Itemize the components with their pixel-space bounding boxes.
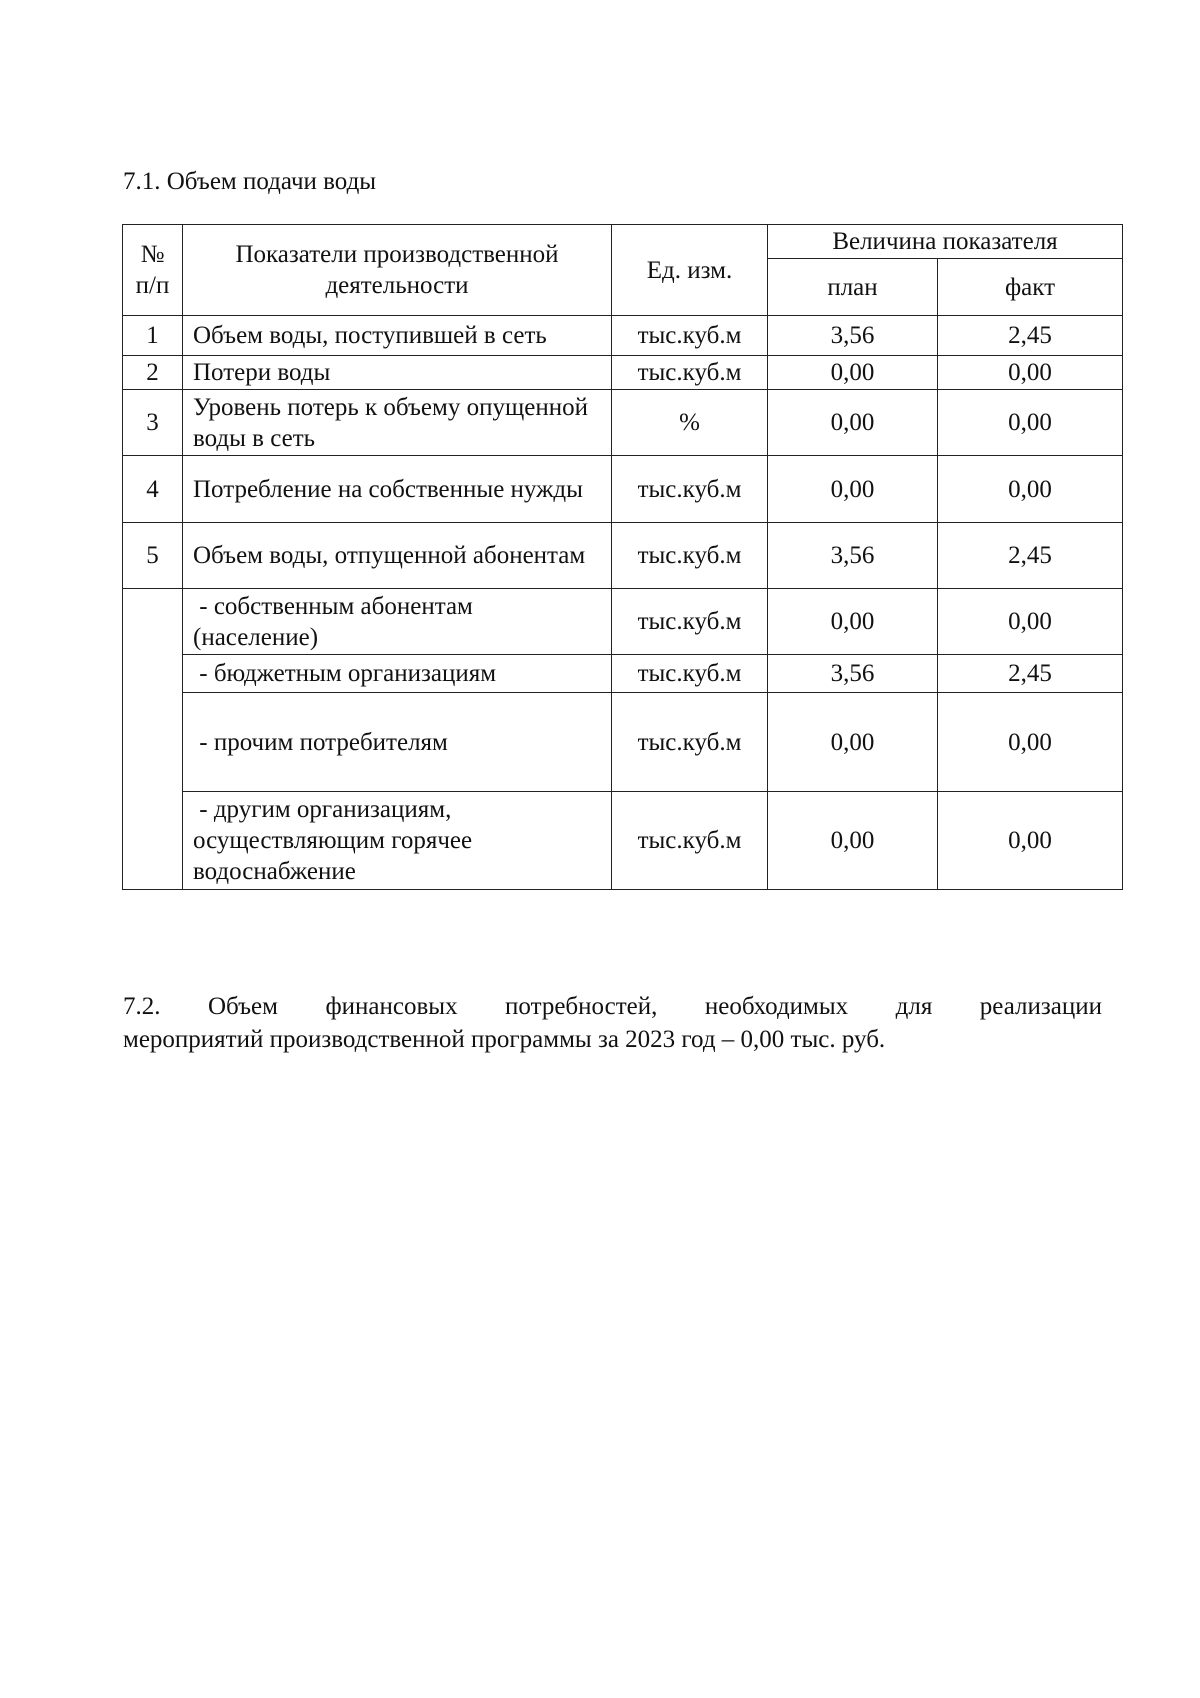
row-plan: 0,00 [768,589,938,655]
row-indicator: Объем воды, отпущенной абонентам [183,523,612,589]
row-plan: 0,00 [768,356,938,390]
row-unit: тыс.куб.м [612,316,768,356]
row-plan: 3,56 [768,316,938,356]
table-row [123,356,1123,390]
paragraph-line-2: мероприятий производственной программы за 2023 год – 0,00 тыс. руб. [123,1026,886,1053]
table-row [123,589,1123,655]
header-indicator: Показатели производственной деятельности [183,225,612,316]
table-row [123,456,1123,523]
row-indicator: - бюджетным организациям [183,655,612,693]
row-num: 4 [123,456,183,523]
row-plan: 0,00 [768,390,938,456]
row-unit: тыс.куб.м [612,792,768,890]
row-fact: 0,00 [938,693,1123,792]
row-indicator: - прочим потребителям [183,693,612,792]
table-row [123,316,1123,356]
row-indicator: - другим организациям, осуществляющим горячее водоснабжение [183,792,612,890]
row-indicator: Объем воды, поступившей в сеть [183,316,612,356]
row-indicator: Потери воды [183,356,612,390]
row-unit: тыс.куб.м [612,655,768,693]
row-unit: % [612,390,768,456]
row-indicator: - собственным абонентам (население) [183,589,612,655]
header-value-group: Величина показателя [768,225,1123,259]
row-fact: 0,00 [938,390,1123,456]
row-fact: 0,00 [938,589,1123,655]
header-fact: факт [938,259,1123,316]
header-num: № п/п [123,225,183,316]
header-unit: Ед. изм. [612,225,768,316]
row-plan: 3,56 [768,655,938,693]
row-plan: 0,00 [768,693,938,792]
row-fact: 2,45 [938,523,1123,589]
table-row [123,523,1123,589]
row-indicator: Уровень потерь к объему опущенной воды в сеть [183,390,612,456]
row-num: 2 [123,356,183,390]
section-title-7-1: 7.1. Объем подачи воды [123,168,377,195]
table-row [123,693,1123,792]
row-num: 1 [123,316,183,356]
row-unit: тыс.куб.м [612,693,768,792]
row-unit: тыс.куб.м [612,456,768,523]
row-fact: 0,00 [938,456,1123,523]
row-unit: тыс.куб.м [612,523,768,589]
row-plan: 3,56 [768,523,938,589]
row-plan: 0,00 [768,456,938,523]
header-plan: план [768,259,938,316]
row-fact: 0,00 [938,792,1123,890]
water-supply-table [122,224,1123,890]
row-num: 3 [123,390,183,456]
row-num-merged [123,589,183,890]
row-indicator: Потребление на собственные нужды [183,456,612,523]
row-fact: 0,00 [938,356,1123,390]
section-7-2-paragraph [123,990,1102,1056]
row-unit: тыс.куб.м [612,356,768,390]
paragraph-line-1: 7.2. Объем финансовых потребностей, необходимых для реализации [123,993,1102,1020]
row-plan: 0,00 [768,792,938,890]
row-fact: 2,45 [938,655,1123,693]
row-num: 5 [123,523,183,589]
table-row [123,390,1123,456]
table-row [123,792,1123,890]
row-fact: 2,45 [938,316,1123,356]
table-row [123,655,1123,693]
row-unit: тыс.куб.м [612,589,768,655]
